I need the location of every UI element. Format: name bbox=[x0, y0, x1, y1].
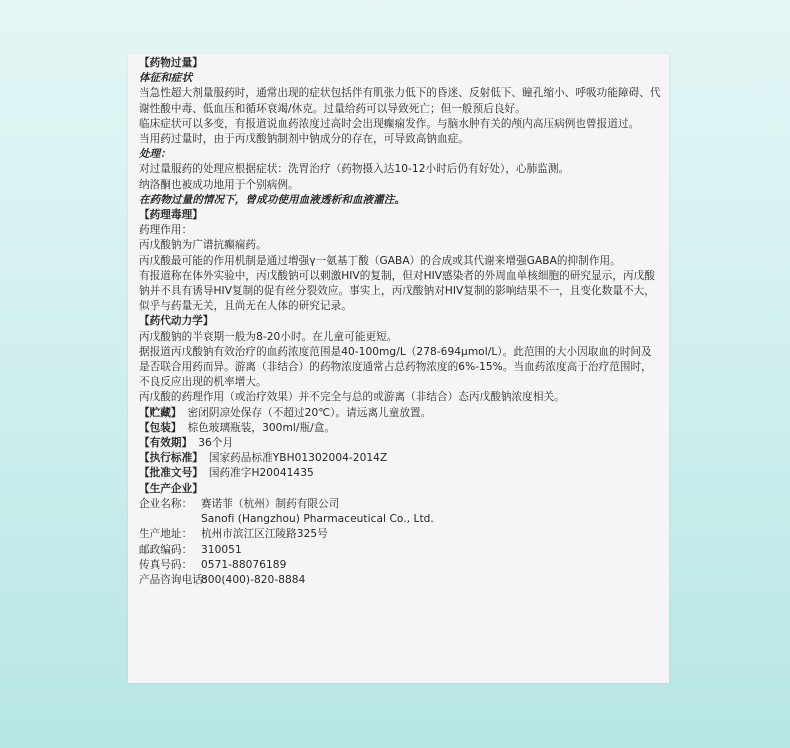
validity-row bbox=[139, 436, 661, 451]
subheading-symptoms: 体征和症状 bbox=[139, 72, 193, 85]
company-name-en: Sanofi (Hangzhou) Pharmaceutical Co., Ltd. bbox=[201, 513, 434, 526]
standard-value: 国家药品标准YBH01302004-2014Z bbox=[208, 452, 388, 465]
storage-row bbox=[139, 406, 661, 421]
paragraph: 药理作用： bbox=[139, 224, 193, 237]
approval-value: 国药准字H20041435 bbox=[208, 467, 314, 480]
paragraph: 丙戊酸钠的半衰期一般为8-20小时。在儿童可能更短。 bbox=[139, 330, 398, 343]
fax-row bbox=[139, 558, 661, 573]
validity-value: 36个月 bbox=[198, 437, 234, 450]
paragraph-emphasis: 在药物过量的情况下，曾成功使用血液透析和血液灌注。 bbox=[139, 193, 406, 206]
postcode-value: 310051 bbox=[201, 543, 242, 556]
paragraph: 据报道丙戊酸钠有效治疗的血药浓度范围是40-100mg/L（278-694μmol/L）。此范围的大小因取血的时间及是否联合用药而异。游离（非结合）的药物浓度通常占总药物浓度的6%-15%。当血药浓度高于治疗范围时，不良反应出现的机率增大。 bbox=[139, 345, 652, 389]
paragraph: 当用药过量时，由于丙戊酸钠制剂中钠成分的存在，可导致高钠血症。 bbox=[139, 133, 469, 146]
subheading-treatment: 处理： bbox=[139, 148, 171, 161]
paragraph: 丙戊酸的药理作用（或治疗效果）并不完全与总的或游离（非结合）态丙戊酸钠浓度相关。 bbox=[139, 391, 565, 404]
section-header-manufacturer: 【生产企业】 bbox=[139, 482, 203, 495]
postcode-row bbox=[139, 543, 661, 558]
storage-label: 【贮藏】 bbox=[139, 406, 182, 419]
fax-label: 传真号码： bbox=[139, 558, 193, 571]
paragraph: 临床症状可以多变，有报道说血药浓度过高时会出现癫痫发作。与脑水肿有关的颅内高压病例也曾报道过。 bbox=[139, 117, 640, 130]
package-label: 【包装】 bbox=[139, 421, 182, 434]
address-row bbox=[139, 527, 661, 542]
paragraph: 有报道称在体外实验中，丙戊酸钠可以刺激HIV的复制，但对HIV感染者的外周血单核细胞的研究显示，丙戊酸钠并不具有诱导HIV复制的促有丝分裂效应。事实上，丙戊酸钠对HIV复制的影响结果不一，且变化数量不大，似乎与药量无关，且尚无在人体的研究记录。 bbox=[139, 269, 655, 313]
insert-text bbox=[139, 56, 661, 588]
section-header-pharmacokinetics: 【药代动力学】 bbox=[139, 315, 214, 328]
section-header-pharmacology: 【药理毒理】 bbox=[139, 209, 203, 222]
approval-label: 【批准文号】 bbox=[139, 467, 203, 480]
paragraph: 纳洛酮也被成功地用于个别病例。 bbox=[139, 178, 299, 191]
section-header-overdose: 【药物过量】 bbox=[139, 57, 203, 69]
paragraph: 丙戊酸钠为广谱抗癫痫药。 bbox=[139, 239, 267, 252]
company-name-cn: 赛诺菲（杭州）制药有限公司 bbox=[201, 497, 340, 510]
package-value: 棕色玻璃瓶装，300ml/瓶/盒。 bbox=[187, 421, 335, 434]
company-name-label: 企业名称： bbox=[139, 497, 193, 510]
package-row bbox=[139, 421, 661, 436]
validity-label: 【有效期】 bbox=[139, 437, 193, 450]
package-insert-sheet bbox=[128, 54, 669, 683]
paragraph: 对过量服药的处理应根据症状：洗胃治疗（药物摄入达10-12小时后仍有好处），心肺监测。 bbox=[139, 163, 570, 176]
standard-row bbox=[139, 451, 661, 466]
paragraph: 丙戊酸最可能的作用机制是通过增强γ一氨基丁酸（GABA）的合成或其代谢来增强GABA的抑制作用。 bbox=[139, 254, 621, 267]
company-name-row bbox=[139, 497, 661, 512]
fax-value: 0571-88076189 bbox=[201, 558, 287, 571]
storage-value: 密闭阴凉处保存（不超过20℃）。请远离儿童放置。 bbox=[187, 406, 432, 419]
hotline-value: 800(400)-820-8884 bbox=[201, 573, 306, 586]
postcode-label: 邮政编码： bbox=[139, 543, 193, 556]
standard-label: 【执行标准】 bbox=[139, 452, 203, 465]
hotline-row bbox=[139, 573, 661, 588]
approval-row bbox=[139, 466, 661, 481]
paragraph: 当急性超大剂量服药时，通常出现的症状包括伴有肌张力低下的昏迷、反射低下、瞳孔缩小、呼吸功能障碍、代谢性酸中毒、低血压和循环衰竭/休克。过量给药可以导致死亡；但一般预后良好。 bbox=[139, 87, 661, 115]
address-value: 杭州市滨江区江陵路325号 bbox=[201, 528, 328, 541]
address-label: 生产地址： bbox=[139, 528, 193, 541]
hotline-label: 产品咨询电话： bbox=[139, 573, 214, 586]
